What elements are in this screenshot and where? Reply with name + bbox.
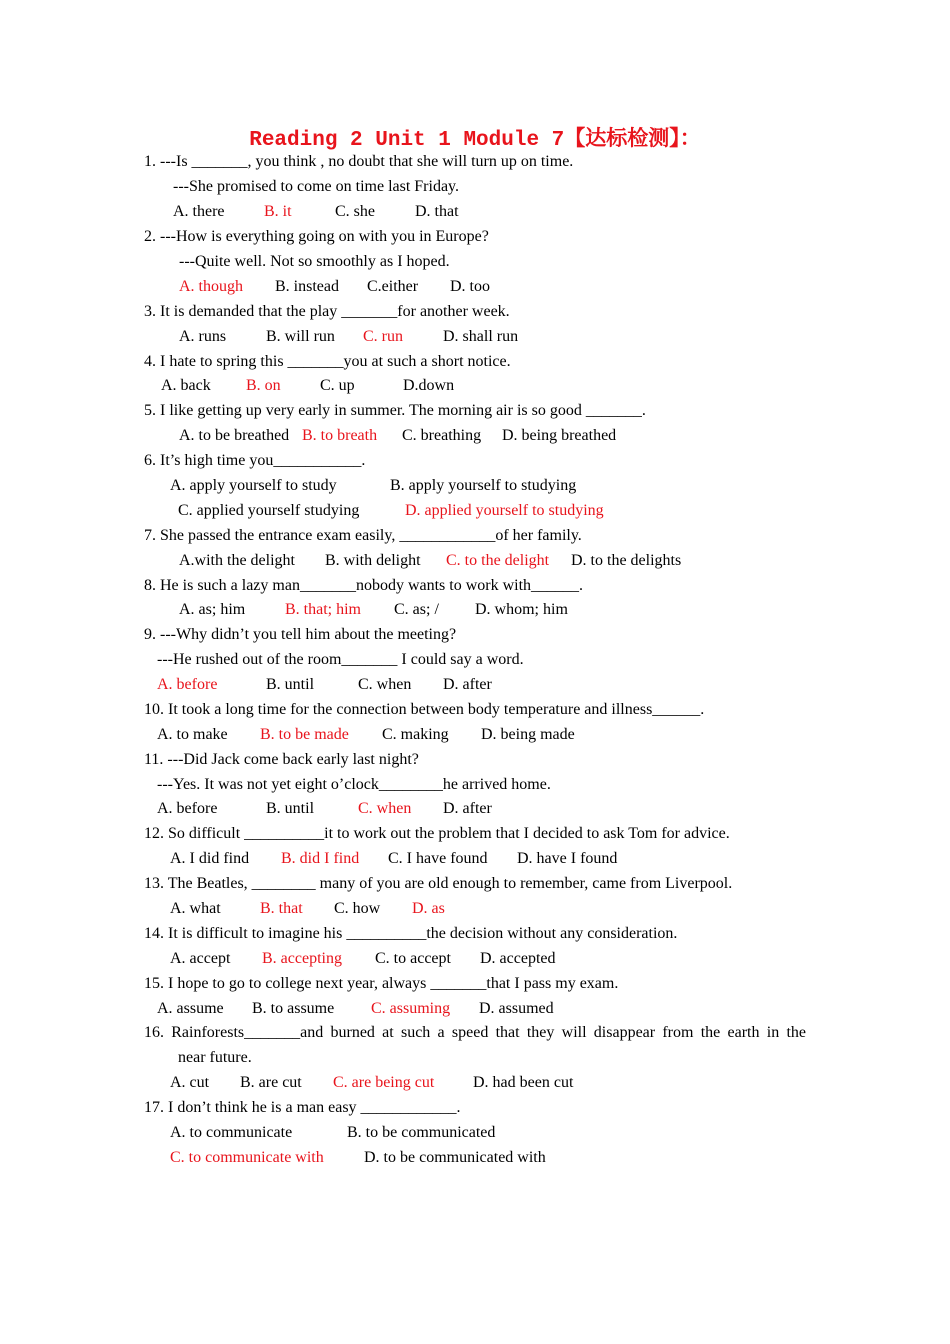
question-3-stem: 3. It is demanded that the play _______for another week. [144, 303, 510, 320]
option-b-answer: B. to breath [302, 427, 378, 444]
option-d: D. being breathed [502, 427, 617, 444]
option-c: C. how [334, 900, 381, 917]
option-b: B. until [266, 800, 315, 817]
question-13-stem: 13. The Beatles, ________ many of you are old enough to remember, came from Liverpool. [144, 875, 733, 892]
question-1-stem: 1. ---Is _______, you think , no doubt that she will turn up on time. [144, 153, 574, 170]
option-d: D. that [415, 203, 459, 220]
question-5-stem: 5. I like getting up very early in summer. The morning air is so good _______. [144, 402, 646, 419]
option-a: A. to communicate [170, 1124, 293, 1141]
question-12-stem: 12. So difficult __________it to work out the problem that I decided to ask Tom for advice. [144, 825, 730, 842]
option-d: D. whom; him [475, 601, 568, 618]
option-d: D. after [443, 800, 492, 817]
question-8-stem: 8. He is such a lazy man_______nobody wants to work with______. [144, 577, 584, 594]
option-c: C. up [320, 377, 355, 394]
question-6-stem: 6. It’s high time you___________. [144, 452, 366, 469]
option-b: B. instead [275, 278, 339, 295]
option-b-answer: B. on [246, 377, 281, 394]
option-c-answer: C. are being cut [333, 1074, 435, 1091]
option-a: A. there [173, 203, 225, 220]
option-c-answer: C. to communicate with [170, 1149, 324, 1166]
option-a: A. runs [179, 328, 227, 345]
option-d: D. to the delights [571, 552, 682, 569]
option-c: C. to accept [375, 950, 451, 967]
option-c: C. breathing [402, 427, 482, 444]
option-d: D. after [443, 676, 492, 693]
page-title: Reading 2 Unit 1 Module 7【达标检测】： [249, 129, 701, 152]
question-1-reply: ---She promised to come on time last Friday. [173, 178, 460, 195]
question-2-reply: ---Quite well. Not so smoothly as I hoped. [179, 253, 450, 270]
option-b: B. to be communicated [347, 1124, 496, 1141]
option-a: A. back [161, 377, 211, 394]
question-14-stem: 14. It is difficult to imagine his __________the decision without any consideration. [144, 925, 678, 942]
question-4-stem: 4. I hate to spring this _______you at such a short notice. [144, 353, 511, 370]
option-c-answer: C. assuming [371, 1000, 451, 1017]
option-a: A. cut [170, 1074, 210, 1091]
option-c: C. as; / [394, 601, 439, 618]
option-d: D. assumed [479, 1000, 554, 1017]
option-c: C. I have found [388, 850, 488, 867]
option-a-answer: A. though [179, 278, 243, 295]
option-b-answer: B. accepting [262, 950, 342, 967]
question-15-stem: 15. I hope to go to college next year, always _______that I pass my exam. [144, 975, 619, 992]
option-c: C. when [358, 676, 412, 693]
option-b-answer: B. to be made [260, 726, 349, 743]
option-d: D. shall run [443, 328, 519, 345]
option-c: C. making [382, 726, 449, 743]
option-c-answer: C. run [363, 328, 403, 345]
option-b: B. will run [266, 328, 335, 345]
option-b: B. are cut [240, 1074, 302, 1091]
option-d: D.down [403, 377, 455, 394]
option-d: D. had been cut [473, 1074, 574, 1091]
option-a: A. to make [157, 726, 228, 743]
question-11-reply: ---Yes. It was not yet eight o’clock________he arrived home. [157, 776, 551, 793]
option-b: B. apply yourself to studying [390, 477, 577, 494]
option-d-answer: D. as [412, 900, 445, 917]
option-a: A. what [170, 900, 221, 917]
option-b-answer: B. that [260, 900, 303, 917]
option-b-answer: B. that; him [285, 601, 361, 618]
option-d: D. accepted [480, 950, 556, 967]
question-2-stem: 2. ---How is everything going on with you in Europe? [144, 228, 489, 245]
option-a: A. to be breathed [179, 427, 290, 444]
question-16-stem-continued: near future. [178, 1049, 252, 1066]
option-d: D. being made [481, 726, 575, 743]
option-d: D. too [450, 278, 490, 295]
question-11-stem: 11. ---Did Jack come back early last night? [144, 751, 419, 768]
option-c-answer: C. to the delight [446, 552, 550, 569]
option-a: A. assume [157, 1000, 224, 1017]
option-c: C.either [367, 278, 419, 295]
option-c: C. she [335, 203, 375, 220]
question-16-stem: 16. Rainforests_______and burned at such a speed that they will disappear from the earth in the [144, 1024, 806, 1041]
option-a: A.with the delight [179, 552, 295, 569]
option-d-answer: D. applied yourself to studying [405, 502, 604, 519]
option-d: D. to be communicated with [364, 1149, 546, 1166]
question-9-reply: ---He rushed out of the room_______ I could say a word. [157, 651, 524, 668]
option-a: A. I did find [170, 850, 250, 867]
option-c: C. applied yourself studying [178, 502, 360, 519]
option-b: B. to assume [252, 1000, 335, 1017]
option-c-answer: C. when [358, 800, 412, 817]
question-10-stem: 10. It took a long time for the connection between body temperature and illness______. [144, 701, 705, 718]
option-a-answer: A. before [157, 676, 218, 693]
option-a: A. accept [170, 950, 231, 967]
option-a: A. before [157, 800, 218, 817]
option-b: B. until [266, 676, 315, 693]
option-b: B. with delight [325, 552, 421, 569]
question-7-stem: 7. She passed the entrance exam easily, ____________of her family. [144, 527, 582, 544]
option-d: D. have I found [517, 850, 618, 867]
option-b-answer: B. did I find [281, 850, 360, 867]
option-a: A. apply yourself to study [170, 477, 337, 494]
option-a: A. as; him [179, 601, 246, 618]
question-9-stem: 9. ---Why didn’t you tell him about the meeting? [144, 626, 457, 643]
question-17-stem: 17. I don’t think he is a man easy ____________. [144, 1099, 461, 1116]
option-b-answer: B. it [264, 203, 292, 220]
